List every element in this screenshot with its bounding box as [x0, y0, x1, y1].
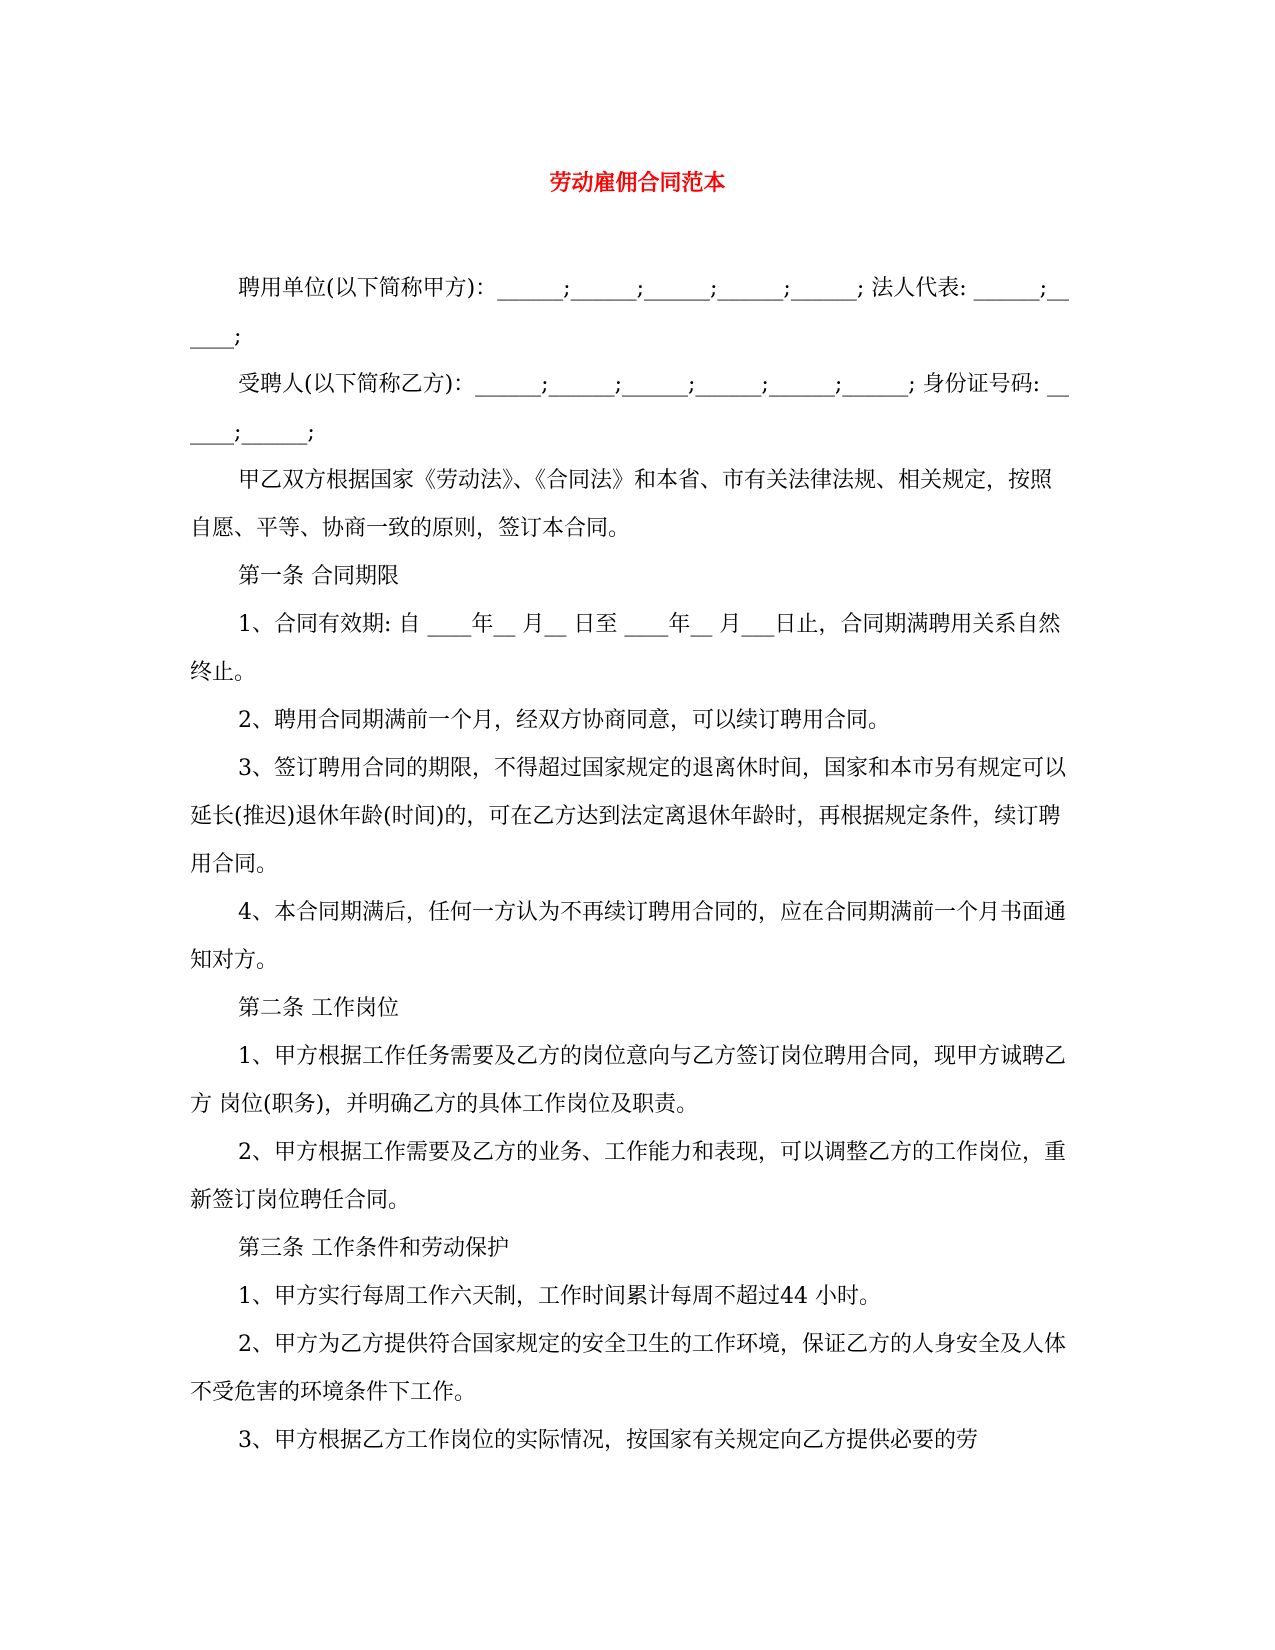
- clause-3-3: 3、甲方根据乙方工作岗位的实际情况，按国家有关规定向乙方提供必要的劳: [238, 1428, 978, 1453]
- article-heading-1: 第一条 合同期限: [238, 564, 399, 589]
- clause-1-4: 4、本合同期满后，任何一方认为不再续订聘用合同的，应在合同期满前一个月书面通知对方。: [190, 900, 1066, 973]
- clause-3-1: 1、甲方实行每周工作六天制，工作时间累计每周不超过44 小时。: [238, 1284, 881, 1309]
- clause-1-1: 1、合同有效期: 自 ____年__ 月__ 日至 ____年__ 月___日止，合同期满聘用关系自然终止。: [190, 612, 1061, 685]
- clause-3-2: 2、甲方为乙方提供符合国家规定的安全卫生的工作环境，保证乙方的人身安全及人体不受危害的环境条件下工作。: [190, 1332, 1066, 1405]
- paragraph-preamble: 甲乙双方根据国家《劳动法》、《合同法》和本省、市有关法律法规、相关规定，按照自愿、平等、协商一致的原则，签订本合同。: [190, 468, 1053, 541]
- clause-2-1: 1、甲方根据工作任务需要及乙方的岗位意向与乙方签订岗位聘用合同，现甲方诚聘乙方 岗位(职务)，并明确乙方的具体工作岗位及职责。: [190, 1044, 1066, 1117]
- clause-1-2: 2、聘用合同期满前一个月，经双方协商同意，可以续订聘用合同。: [238, 708, 890, 733]
- clause-2-2: 2、甲方根据工作需要及乙方的业务、工作能力和表现，可以调整乙方的工作岗位，重新签订岗位聘任合同。: [190, 1140, 1066, 1213]
- document-title: 劳动雇佣合同范本: [549, 170, 726, 196]
- document-body: [190, 265, 1070, 1465]
- paragraph-employee-info: 受聘人(以下简称乙方)：______;______;______;______;______;______; 身份证号码: ______;______;: [190, 372, 1070, 445]
- article-heading-3: 第三条 工作条件和劳动保护: [238, 1236, 509, 1261]
- paragraph-employer-info: 聘用单位(以下简称甲方)：______;______;______;______;______; 法人代表: ______;______;: [190, 276, 1070, 349]
- article-heading-2: 第二条 工作岗位: [238, 996, 399, 1021]
- clause-1-3: 3、签订聘用合同的期限，不得超过国家规定的退离休时间，国家和本市另有规定可以延长(推迟)退休年龄(时间)的，可在乙方达到法定离退休年龄时，再根据规定条件，续订聘用合同。: [190, 756, 1066, 877]
